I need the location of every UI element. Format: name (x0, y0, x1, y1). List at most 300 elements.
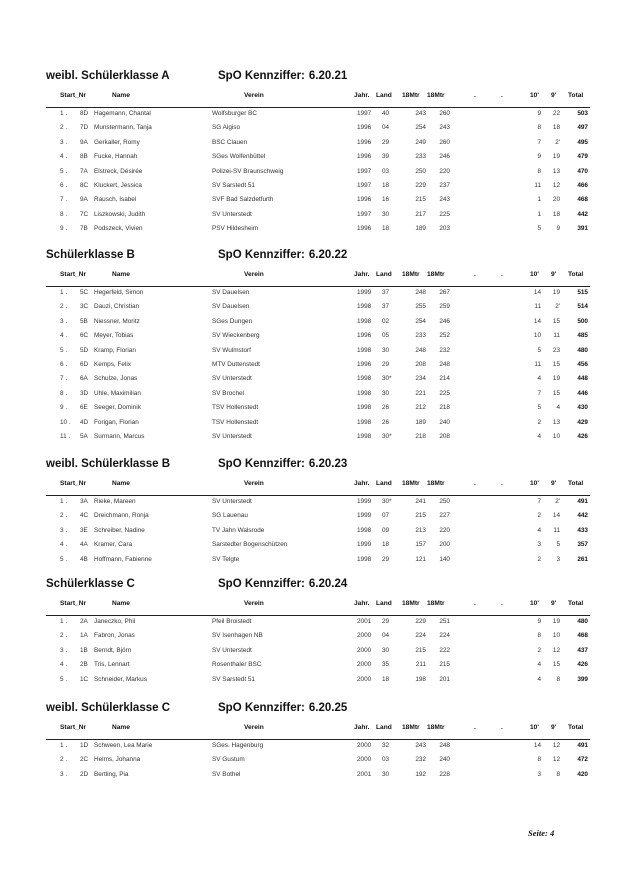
row-tens: 14 (533, 317, 541, 325)
header-18m-1: 18Mtr (402, 92, 420, 99)
header-dot: . (501, 600, 503, 607)
row-nines: 12 (552, 182, 560, 189)
row-nines: 13 (552, 167, 560, 175)
table-header (46, 92, 590, 108)
table-row (46, 332, 590, 347)
header-land: Land (376, 92, 392, 99)
row-tens: 4 (537, 526, 541, 534)
row-total: 479 (577, 153, 588, 161)
table-row (46, 347, 590, 362)
row-start-nr: 7B (80, 225, 88, 233)
row-land: 30 (382, 346, 390, 354)
row-18m-1: 211 (415, 661, 426, 669)
header-nines: 9' (551, 600, 557, 607)
row-total: 480 (577, 618, 588, 625)
row-jahr: 1998 (357, 418, 372, 426)
header-18m-2: 18Mtr (427, 92, 445, 99)
row-tens: 11 (534, 182, 541, 189)
spo-code-value: 6.20.21 (308, 70, 348, 82)
row-name: Schneider, Markus (94, 675, 147, 683)
row-18m-2: 243 (439, 196, 450, 204)
row-start-nr: 4A (80, 541, 88, 549)
table-row (46, 541, 590, 556)
row-verein: SV Isenhagen NB (212, 632, 263, 640)
row-total: 391 (577, 225, 588, 233)
class-title: weibl. Schülerklasse C (46, 702, 171, 714)
row-18m-1: 192 (415, 770, 426, 778)
row-18m-1: 229 (415, 618, 426, 625)
header-tens: 10' (530, 480, 539, 487)
table-header (46, 271, 590, 287)
header-dot: . (501, 480, 503, 487)
header-land: Land (376, 271, 392, 278)
row-18m-1: 157 (415, 541, 426, 549)
row-nines: 15 (552, 661, 560, 669)
row-jahr: 1996 (357, 332, 372, 340)
row-start-nr: 2A (80, 618, 88, 625)
row-place: 2 . (60, 512, 68, 520)
spo-code: SpO Kennziffer: 6.20.23 (218, 458, 348, 470)
row-nines: 10 (552, 632, 560, 640)
row-verein: Pfeil Broistedt (212, 618, 252, 625)
header-total: Total (568, 271, 584, 278)
row-name: Hagemann, Chantal (94, 110, 151, 117)
row-land: 39 (382, 153, 390, 161)
header-dot: . (474, 480, 476, 487)
row-place: 4 . (60, 541, 68, 549)
row-place: 1 . (60, 742, 68, 749)
row-land: 16 (382, 196, 390, 204)
row-tens: 4 (537, 675, 541, 683)
row-land: 30* (382, 498, 392, 505)
row-land: 18 (382, 541, 390, 549)
row-18m-2: 248 (439, 361, 450, 368)
header-land: Land (376, 480, 392, 487)
row-tens: 10 (533, 332, 541, 340)
row-land: 30 (382, 770, 390, 778)
row-tens: 4 (537, 661, 541, 669)
row-nines: 18 (552, 210, 560, 218)
row-total: 497 (577, 124, 588, 132)
row-start-nr: 1B (80, 646, 88, 654)
header-total: Total (568, 92, 584, 99)
row-place: 8 . (60, 210, 68, 218)
row-nines: 15 (552, 361, 560, 368)
row-start-nr: 5B (80, 317, 88, 325)
row-place: 4 . (60, 153, 68, 161)
row-land: 18 (382, 225, 390, 233)
row-jahr: 2001 (357, 770, 372, 778)
row-nines: 3 (556, 555, 560, 563)
row-verein: SGes. Hagenburg (212, 742, 264, 749)
page-number: Seite: 4 (528, 828, 555, 838)
row-nines: 23 (552, 346, 560, 354)
row-18m-1: 213 (415, 526, 426, 534)
row-18m-1: 243 (415, 110, 426, 117)
row-place: 3 . (60, 526, 68, 534)
row-nines: 2' (555, 138, 560, 146)
header-nines: 9' (551, 480, 557, 487)
row-verein: SV Unterstedt (212, 646, 252, 654)
row-name: Fabron, Jonas (94, 632, 135, 640)
row-18m-1: 215 (415, 512, 426, 520)
row-start-nr: 8B (80, 153, 88, 161)
row-verein: SV Unterstedt (212, 375, 252, 383)
row-tens: 3 (537, 770, 541, 778)
header-18m-2: 18Mtr (427, 724, 445, 731)
header-jahr: Jahr. (354, 271, 370, 278)
row-18m-2: 200 (439, 541, 450, 549)
header-tens: 10' (530, 600, 539, 607)
row-land: 29 (382, 138, 390, 146)
row-18m-2: 248 (439, 742, 450, 749)
row-name: Uhle, Maximilian (94, 389, 141, 397)
row-start-nr: 2C (80, 756, 89, 764)
row-jahr: 1997 (357, 210, 372, 218)
header-land: Land (376, 600, 392, 607)
row-18m-1: 254 (415, 317, 426, 325)
header-jahr: Jahr. (354, 724, 370, 731)
row-total: 357 (577, 541, 588, 549)
row-start-nr: 4C (80, 512, 89, 520)
row-land: 02 (382, 317, 390, 325)
row-place: 5 . (60, 346, 68, 354)
row-18m-1: 255 (415, 303, 426, 311)
row-total: 437 (577, 646, 588, 654)
row-jahr: 2001 (357, 618, 372, 625)
row-tens: 9 (537, 618, 541, 625)
row-start-nr: 4B (80, 555, 88, 563)
row-place: 5 . (60, 167, 68, 175)
row-total: 491 (577, 498, 588, 505)
header-verein: Verein (244, 724, 264, 731)
row-jahr: 1999 (357, 512, 372, 520)
header-start-nr: Start_Nr (60, 724, 87, 731)
row-18m-1: 248 (415, 289, 426, 296)
row-tens: 14 (533, 289, 541, 296)
row-tens: 5 (537, 225, 541, 233)
row-jahr: 1996 (357, 225, 372, 233)
row-start-nr: 2D (80, 770, 89, 778)
table-row (46, 618, 590, 633)
row-place: 9 . (60, 404, 68, 412)
row-nines: 12 (552, 756, 560, 764)
row-jahr: 2000 (357, 632, 372, 640)
row-verein: SV Brochel (212, 389, 244, 397)
row-name: Dreichmann, Ronja (94, 512, 149, 520)
header-nines: 9' (551, 724, 557, 731)
row-tens: 11 (534, 361, 541, 368)
row-nines: 12 (552, 742, 560, 749)
row-nines: 18 (552, 124, 560, 132)
row-jahr: 1997 (357, 110, 372, 117)
row-tens: 8 (537, 632, 541, 640)
row-start-nr: 6E (80, 404, 88, 412)
row-jahr: 1998 (357, 375, 372, 383)
row-name: Schreiber, Nadine (94, 526, 145, 534)
row-tens: 7 (537, 498, 541, 505)
header-18m-2: 18Mtr (427, 271, 445, 278)
row-tens: 5 (537, 346, 541, 354)
row-18m-2: 201 (439, 675, 450, 683)
row-jahr: 2000 (357, 675, 372, 683)
row-total: 442 (577, 512, 588, 520)
row-18m-2: 225 (439, 210, 450, 218)
header-18m-1: 18Mtr (402, 600, 420, 607)
row-18m-2: 240 (439, 418, 450, 426)
table-header (46, 600, 590, 616)
table-row (46, 303, 590, 318)
header-start-nr: Start_Nr (60, 92, 87, 99)
row-land: 03 (382, 167, 390, 175)
row-verein: SV Unterstedt (212, 498, 252, 505)
row-tens: 8 (537, 756, 541, 764)
row-18m-1: 215 (415, 646, 426, 654)
row-land: 29 (382, 555, 390, 563)
header-total: Total (568, 600, 584, 607)
row-place: 8 . (60, 389, 68, 397)
header-dot: . (501, 724, 503, 731)
table-row (46, 498, 590, 513)
row-18m-2: 243 (439, 124, 450, 132)
row-jahr: 1998 (357, 303, 372, 311)
row-tens: 1 (537, 196, 541, 204)
row-start-nr: 8C (80, 182, 89, 189)
row-name: Gerkaller, Romy (94, 138, 140, 146)
row-start-nr: 9A (80, 196, 88, 204)
row-land: 04 (382, 124, 390, 132)
row-verein: Polizei-SV Braunschweig (212, 167, 284, 175)
row-land: 18 (382, 675, 390, 683)
row-18m-2: 250 (439, 498, 450, 505)
header-dot: . (474, 92, 476, 99)
row-18m-1: 233 (415, 153, 426, 161)
row-verein: PSV Hildesheim (212, 225, 259, 233)
table-header (46, 724, 590, 740)
class-title: Schülerklasse C (46, 578, 135, 590)
row-tens: 1 (537, 210, 541, 218)
row-place: 2 . (60, 303, 68, 311)
row-18m-1: 189 (415, 225, 426, 233)
row-land: 30 (382, 646, 390, 654)
row-nines: 19 (552, 618, 560, 625)
row-nines: 8 (556, 675, 560, 683)
row-nines: 5 (556, 541, 560, 549)
row-start-nr: 5D (80, 346, 89, 354)
row-verein: SV Dauelsen (212, 289, 250, 296)
row-18m-2: 260 (439, 138, 450, 146)
row-land: 04 (382, 632, 390, 640)
row-verein: SGes Wolfenbüttel (212, 153, 266, 161)
header-start-nr: Start_Nr (60, 480, 87, 487)
row-name: Munstermann, Tanja (94, 124, 152, 132)
header-verein: Verein (244, 92, 264, 99)
row-start-nr: 7A (80, 167, 88, 175)
row-start-nr: 1C (80, 675, 89, 683)
row-start-nr: 2B (80, 661, 88, 669)
row-18m-1: 121 (415, 555, 426, 563)
class-title: Schülerklasse B (46, 249, 135, 261)
row-nines: 22 (552, 110, 560, 117)
row-place: 5 . (60, 675, 68, 683)
row-place: 1 . (60, 498, 68, 505)
spo-code-value: 6.20.22 (308, 249, 348, 261)
row-name: Berndt, Björn (94, 646, 132, 654)
class-title: weibl. Schülerklasse A (46, 70, 170, 82)
row-verein: BSC Clauen (212, 138, 248, 146)
row-name: Rieke, Mareen (94, 498, 136, 505)
row-verein: SV Wieckenberg (212, 332, 260, 340)
row-jahr: 1996 (357, 124, 372, 132)
row-18m-2: 220 (439, 526, 450, 534)
row-place: 2 . (60, 124, 68, 132)
row-land: 30 (382, 389, 390, 397)
table-header (46, 480, 590, 496)
table-row (46, 527, 590, 542)
row-jahr: 1998 (357, 404, 372, 412)
row-place: 1 . (60, 618, 68, 625)
spo-code: SpO Kennziffer: 6.20.24 (218, 578, 348, 590)
row-jahr: 1996 (357, 138, 372, 146)
table-row (46, 225, 590, 240)
row-start-nr: 1D (80, 742, 89, 749)
table-row (46, 661, 590, 676)
row-18m-2: 252 (439, 332, 450, 340)
row-18m-2: 224 (439, 632, 450, 640)
row-jahr: 1998 (357, 389, 372, 397)
row-name: Kramp, Florian (94, 346, 136, 354)
header-name: Name (112, 600, 130, 607)
header-name: Name (112, 271, 130, 278)
row-total: 429 (577, 418, 588, 426)
header-dot: . (474, 724, 476, 731)
row-nines: 13 (552, 418, 560, 426)
row-tens: 2 (537, 512, 541, 520)
row-start-nr: 9A (80, 138, 88, 146)
row-place: 9 . (60, 225, 68, 233)
row-name: Kluckert, Jessica (94, 182, 142, 189)
row-jahr: 1996 (357, 196, 372, 204)
row-18m-1: 234 (415, 375, 426, 383)
spo-code-value: 6.20.25 (308, 702, 348, 714)
row-verein: SV Unterstedt (212, 210, 252, 218)
row-start-nr: 3D (80, 389, 89, 397)
header-name: Name (112, 92, 130, 99)
row-18m-2: 215 (439, 661, 450, 669)
row-total: 472 (577, 756, 588, 764)
header-land: Land (376, 724, 392, 731)
row-total: 495 (577, 138, 588, 146)
row-jahr: 2000 (357, 646, 372, 654)
row-start-nr: 7C (80, 210, 89, 218)
row-total: 446 (577, 389, 588, 397)
row-place: 3 . (60, 317, 68, 325)
row-verein: SV Sarstedt 51 (212, 675, 255, 683)
row-total: 433 (577, 526, 588, 534)
row-jahr: 1999 (357, 289, 372, 296)
table-row (46, 289, 590, 304)
row-total: 470 (577, 167, 588, 175)
row-18m-1: 218 (415, 433, 426, 440)
header-tens: 10' (530, 724, 539, 731)
row-total: 468 (577, 196, 588, 204)
header-jahr: Jahr. (354, 600, 370, 607)
row-total: 426 (577, 661, 588, 669)
row-nines: 14 (552, 512, 560, 520)
row-18m-2: 260 (439, 110, 450, 117)
row-place: 2 . (60, 756, 68, 764)
table-row (46, 433, 590, 448)
row-name: Fucke, Hannah (94, 153, 138, 161)
header-verein: Verein (244, 600, 264, 607)
header-name: Name (112, 724, 130, 731)
row-tens: 3 (537, 541, 541, 549)
row-verein: SV Telgte (212, 555, 240, 563)
row-name: Schulze, Jonas (94, 375, 138, 383)
row-tens: 7 (537, 389, 541, 397)
header-verein: Verein (244, 271, 264, 278)
spo-code: SpO Kennziffer: 6.20.21 (218, 70, 348, 82)
row-verein: Sarstedter Bogenschützen (212, 541, 288, 549)
row-place: 7 . (60, 196, 68, 204)
row-verein: TV Jahn Walsrode (212, 526, 265, 534)
row-start-nr: 3A (80, 498, 88, 505)
row-total: 430 (577, 404, 588, 412)
row-18m-1: 215 (415, 196, 426, 204)
row-total: 480 (577, 346, 588, 354)
row-tens: 8 (537, 167, 541, 175)
table-row (46, 168, 590, 183)
row-name: Hoffmann, Fabienne (94, 555, 152, 563)
row-nines: 10 (552, 433, 560, 440)
table-row (46, 390, 590, 405)
row-18m-2: 232 (439, 346, 450, 354)
row-jahr: 1999 (357, 498, 372, 505)
table-row (46, 556, 590, 571)
row-name: Rausch, Isabel (94, 196, 137, 204)
table-row (46, 512, 590, 527)
header-dot: . (474, 600, 476, 607)
table-row (46, 647, 590, 662)
row-18m-2: 246 (439, 153, 450, 161)
row-place: 3 . (60, 770, 68, 778)
row-18m-2: 208 (439, 433, 450, 440)
row-verein: SG Lauenau (212, 512, 248, 520)
row-nines: 8 (556, 770, 560, 778)
row-total: 442 (577, 210, 588, 218)
row-jahr: 1998 (357, 433, 372, 440)
row-18m-2: 140 (439, 555, 450, 563)
header-verein: Verein (244, 480, 264, 487)
row-18m-1: 233 (415, 332, 426, 340)
row-name: Kemps, Felix (94, 361, 131, 368)
row-verein: SV Dauelsen (212, 303, 250, 311)
row-place: 10 . (60, 418, 71, 426)
row-land: 05 (382, 332, 390, 340)
row-total: 485 (577, 332, 588, 340)
table-row (46, 124, 590, 139)
row-place: 1 . (60, 289, 68, 296)
row-land: 37 (382, 303, 390, 311)
row-start-nr: 6A (80, 375, 88, 383)
row-name: Seeger, Dominik (94, 404, 141, 412)
class-title: weibl. Schülerklasse B (46, 458, 171, 470)
header-nines: 9' (551, 271, 557, 278)
row-place: 3 . (60, 646, 68, 654)
row-land: 26 (382, 404, 390, 412)
spo-code: SpO Kennziffer: 6.20.22 (218, 249, 348, 261)
row-18m-1: 232 (415, 756, 426, 764)
